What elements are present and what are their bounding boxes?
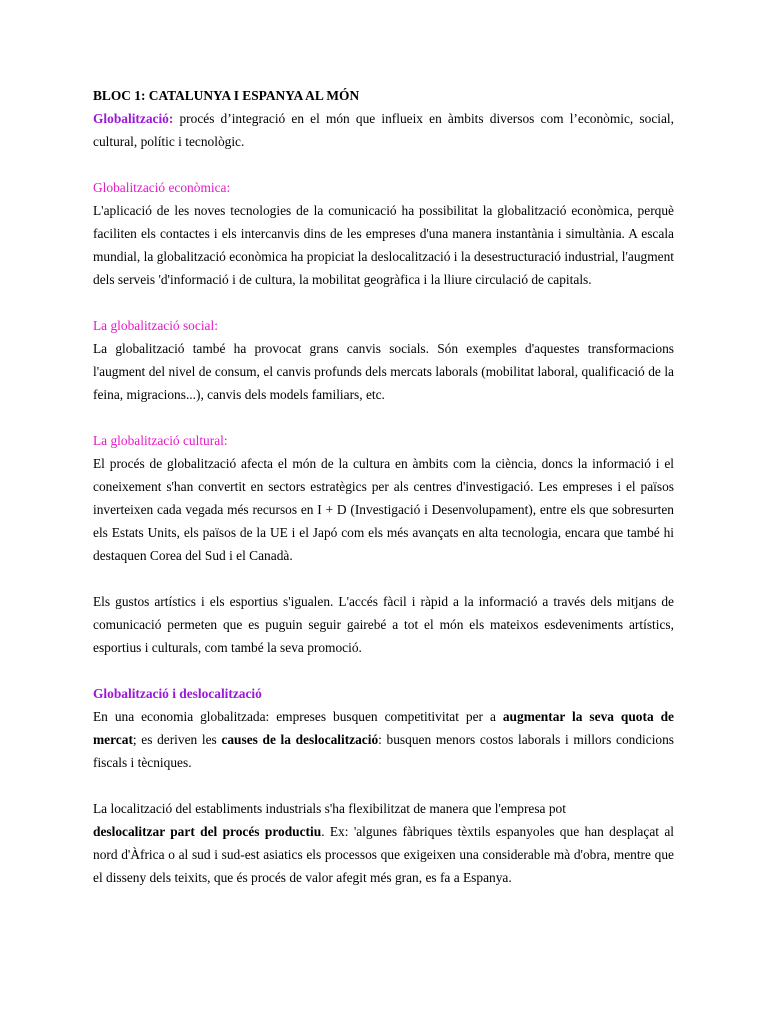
economic-heading: Globalització econòmica: <box>93 180 231 195</box>
text-run: ; es deriven les <box>132 732 222 747</box>
social-heading: La globalització social: <box>93 318 218 333</box>
definition-term: Globalització: <box>93 111 174 126</box>
cultural-paragraph: El procés de globalització afecta el món de la cultura en àmbits com la ciència, doncs la informació i el coneixement s'han convertit en sectors estratègics per als centres d'investigació. Les empreses i el països inverteixen cada vegada més recursos en I + D (Investigació i Desenvolupament), entre els que sobresurten els Estats Units, els països de la UE i el Japó com els més avançats en alta tecnologia, encara que també hi destaquen Corea del Sud i el Canadà. <box>93 456 674 563</box>
document-title: BLOC 1: CATALUNYA I ESPANYA AL MÓN <box>93 88 360 103</box>
delocalization-heading: Globalització i deslocalització <box>93 686 262 701</box>
cultural-paragraph-2: Els gustos artístics i els esportius s'igualen. L'accés fàcil i ràpid a la informació a través dels mitjans de comunicació permeten que es puguin seguir gairebé a tot el món els mateixos esdeveniments artístics, esportius i culturals, com també la seva promoció. <box>93 594 674 655</box>
text-run: En una economia globalitzada: empreses busquen competitivitat per a <box>93 709 503 724</box>
delocalization-paragraph-1 <box>93 705 674 774</box>
bold-run: augmentar la seva quota de mercat <box>93 709 674 747</box>
delocalization-paragraph-2 <box>93 820 674 889</box>
text-run: : busquen menors costos laborals i millors condicions fiscals i tècniques. <box>93 732 675 770</box>
definition-text: procés d’integració en el món que influeix en àmbits diversos com l’econòmic, social, cultural, polític i tecnològic. <box>93 111 674 149</box>
text-run: . Ex: 'algunes fàbriques tèxtils espanyoles que han desplaçat al nord d'Àfrica o al sud i sud-est asiatics els processos que exigeixen una considerable mà d'obra, mentre que el disseny dels teixits, que és procés de valor afegit més gran, es fa a Espanya. <box>93 824 674 885</box>
bold-run: deslocalitzar part del procés productiu <box>93 824 322 839</box>
economic-paragraph: L'aplicació de les noves tecnologies de la comunicació ha possibilitat la globalització econòmica, perquè faciliten els contactes i els intercanvis dins de les empreses d'una manera instantània i simultània. A escala mundial, la globalització econòmica ha propiciat la deslocalització i la desestructuració industrial, l'augment dels serveis 'd'informació i de cultura, la mobilitat geogràfica i la lliure circulació de capitals. <box>93 203 674 287</box>
delocalization-paragraph-2-line-1: La localització del establiments industrials s'ha flexibilitzat de manera que l'empresa pot <box>93 801 566 816</box>
document-body <box>93 84 674 889</box>
cultural-heading: La globalització cultural: <box>93 433 228 448</box>
bold-run: causes de la deslocalització <box>221 732 379 747</box>
social-paragraph: La globalització també ha provocat grans canvis socials. Són exemples d'aquestes transformacions l'augment del nivel de consum, el canvis profunds dels mercats laborals (mobilitat laboral, qualificació de la feina, migracions...), canvis dels models familiars, etc. <box>93 341 674 402</box>
globalization-definition <box>93 107 674 153</box>
